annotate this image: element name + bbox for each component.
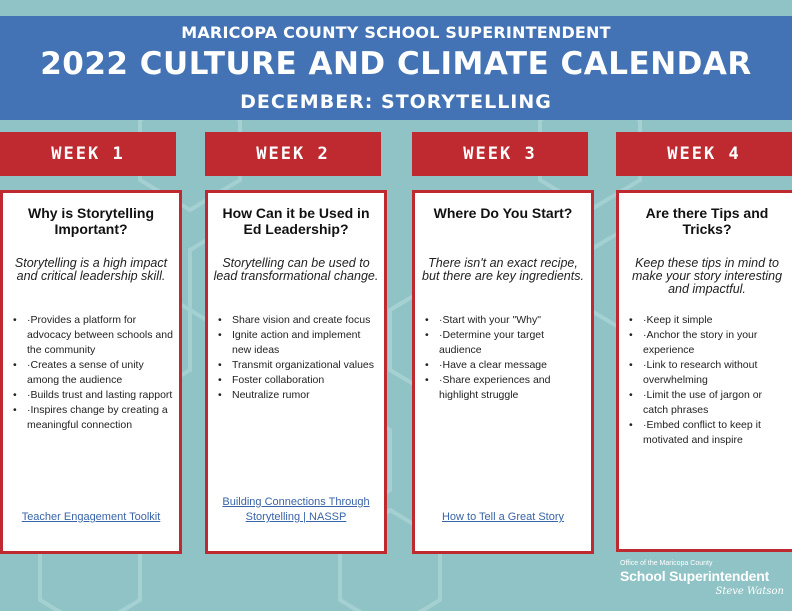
week-3-question: Where Do You Start?: [433, 205, 573, 221]
week-2-question: How Can it be Used in Ed Leadership?: [222, 205, 370, 237]
list-item: • ·Anchor the story in your experience: [629, 328, 789, 358]
week-3-bullets: [425, 313, 585, 403]
week-1-tab: WEEK 1: [0, 132, 176, 176]
list-item: • ·Start with your "Why": [425, 313, 585, 328]
superintendent-name: Steve Watson: [715, 586, 784, 597]
list-item: • ·Share experiences and highlight struggle: [425, 373, 585, 403]
list-item: • Transmit organizational values: [218, 358, 378, 373]
month-theme-subtitle: DECEMBER: STORYTELLING: [240, 91, 552, 113]
week-3-lead: There isn't an exact recipe, but there are key ingredients.: [422, 256, 584, 283]
list-item: • ·Inspires change by creating a meaningful connection: [13, 403, 173, 433]
week-1-card: [0, 190, 182, 554]
list-item: • ·Creates a sense of unity among the audience: [13, 358, 173, 388]
list-item: • ·Builds trust and lasting rapport: [13, 388, 173, 403]
list-item: • ·Embed conflict to keep it motivated and inspire: [629, 418, 789, 448]
week-2-card: [205, 190, 387, 554]
week-1-question: Why is Storytelling Important?: [27, 205, 154, 237]
week-1-lead: Storytelling is a high impact and critical leadership skill.: [14, 256, 168, 283]
week-3-resource-link[interactable]: How to Tell a Great Story: [441, 511, 565, 523]
week-2-resource-link[interactable]: Building Connections Through Storytelling | NASSP: [222, 496, 370, 523]
list-item: • ·Determine your target audience: [425, 328, 585, 358]
list-item: • Foster collaboration: [218, 373, 378, 388]
list-item: • ·Link to research without overwhelming: [629, 358, 789, 388]
week-4-tab: WEEK 4: [616, 132, 792, 176]
week-4-question: Are there Tips and Tricks?: [645, 205, 769, 237]
list-item: • ·Limit the use of jargon or catch phrases: [629, 388, 789, 418]
office-line: Office of the Maricopa County: [620, 560, 713, 567]
week-2-bullets: [218, 313, 378, 403]
week-1-bullets: [13, 313, 173, 433]
office-title: School Superintendent: [620, 568, 770, 584]
list-item: • Ignite action and implement new ideas: [218, 328, 378, 358]
week-2-lead: Storytelling can be used to lead transformational change.: [213, 256, 379, 283]
list-item: • ·Keep it simple: [629, 313, 789, 328]
organization-title: MARICOPA COUNTY SCHOOL SUPERINTENDENT: [181, 23, 611, 42]
week-3-card: [412, 190, 594, 554]
list-item: • ·Have a clear message: [425, 358, 585, 373]
week-3-tab: WEEK 3: [412, 132, 588, 176]
list-item: • ·Provides a platform for advocacy between schools and the community: [13, 313, 173, 358]
list-item: • Neutralize rumor: [218, 388, 378, 403]
week-4-card: [616, 190, 792, 552]
page-title: 2022 CULTURE AND CLIMATE CALENDAR: [40, 46, 752, 82]
list-item: • Share vision and create focus: [218, 313, 378, 328]
week-4-lead: Keep these tips in mind to make your story interesting and impactful.: [631, 256, 783, 296]
week-1-resource-link[interactable]: Teacher Engagement Toolkit: [21, 511, 161, 523]
superintendent-logo: [620, 560, 788, 597]
week-2-tab: WEEK 2: [205, 132, 381, 176]
week-4-bullets: [629, 313, 789, 448]
calendar-header: [0, 16, 792, 120]
